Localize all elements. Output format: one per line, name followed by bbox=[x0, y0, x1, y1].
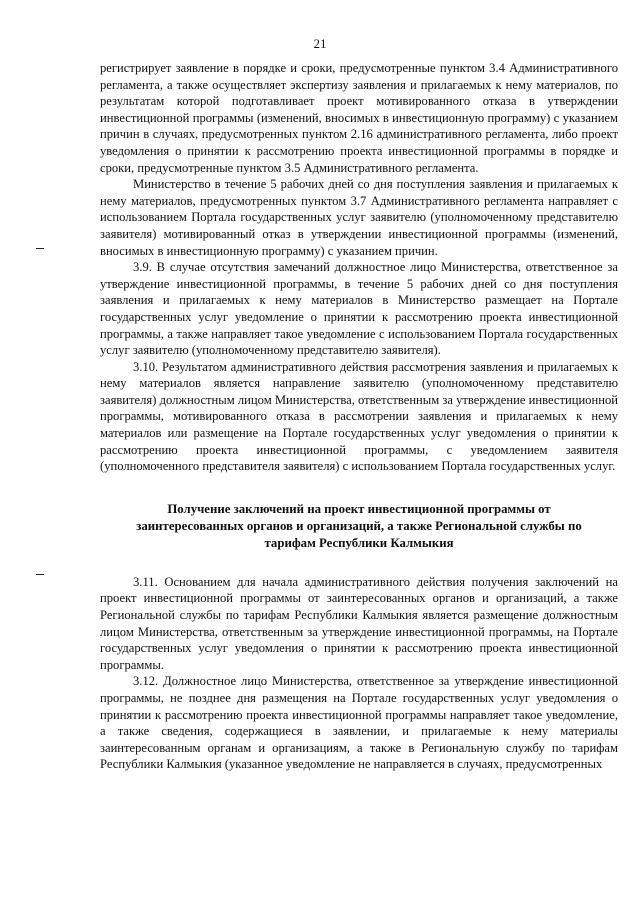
paragraph-3-10: 3.10. Результатом административного действия рассмотрения заявления и прилагаемых к нему материалов является направление заявителю (уполномоченному представителю заявителя) должностным лицом Министерства, ответственным за утверждение инвестиционной программы, мотивированного отказа в рассмотрении заявления и прилагаемых к нему материалов или размещение на Портале государственных услуг уведомления о принятии к рассмотрению проекта инвестиционной программы, с уведомлением заявителя (уполномоченного представителя заявителя) с использованием Портала государственных услуг. bbox=[100, 359, 618, 474]
section-heading: Получение заключений на проект инвестиционной программы от заинтересованных органов и организаций, а также Региональной службы по тарифам Республики Калмыкия bbox=[136, 501, 582, 550]
margin-mark bbox=[36, 574, 44, 575]
paragraph-3-9: 3.9. В случае отсутствия замечаний должностное лицо Министерства, ответственное за утверждение инвестиционной программы, в течение 5 рабочих дней со дня поступления заявления и прилагаемых к нему материалов в Министерство размещает на Портале государственных услуг уведомление о принятии к рассмотрению проекта инвестиционной программы, а также направляет такое уведомление с использованием Портала государственных услуг заявителю (уполномоченному представителю заявителя). bbox=[100, 260, 618, 358]
paragraph-3-11: 3.11. Основанием для начала административного действия получения заключений на проект инвестиционной программы от заинтересованных органов и организаций, а также Региональной службы по тарифам Республики Калмыкия является размещение должностным лицом Министерства, ответственным за утверждение инвестиционной программы, на Портале государственных услуг уведомления о принятии к рассмотрению проекта инвестиционной программы. bbox=[100, 574, 618, 672]
margin-mark bbox=[36, 248, 44, 249]
document-body bbox=[100, 60, 618, 773]
paragraph-continuation: регистрирует заявление в порядке и сроки, предусмотренные пунктом 3.4 Административного регламента, а также осуществляет экспертизу заявления и прилагаемых к нему материалов, по результатам которой подготавливает проект мотивированного отказа в утверждении инвестиционной программы (изменений, вносимых в инвестиционную программу) с указанием причин в случаях, предусмотренных пунктом 2.16 административного регламента, либо проект уведомления о принятии к рассмотрению проекта инвестиционной программы в порядке и сроки, предусмотренные пунктом 3.5 Административного регламента. bbox=[100, 61, 618, 175]
paragraph-ministry-refusal: Министерство в течение 5 рабочих дней со дня поступления заявления и прилагаемых к нему материалов, предусмотренных пунктом 3.7 Административного регламента направляет с использованием Портала государственных услуг заявителю (уполномоченному представителю заявителя) мотивированный отказ в утверждении инвестиционной программы (изменений, вносимых в инвестиционную программу) с указанием причин. bbox=[100, 177, 618, 258]
page-number: 21 bbox=[313, 36, 327, 51]
paragraph-3-12: 3.12. Должностное лицо Министерства, ответственное за утверждение инвестиционной программы, не позднее дня размещения на Портале государственных услуг уведомления о принятии к рассмотрению проекта инвестиционной программы направляет такое уведомление, а также сведения, содержащиеся в заявлении, и прилагаемые к нему материалы заинтересованным органам и организациям, а также в Региональную службу по тарифам Республики Калмыкия (указанное уведомление не направляется в случаях, предусмотренных bbox=[100, 674, 618, 772]
